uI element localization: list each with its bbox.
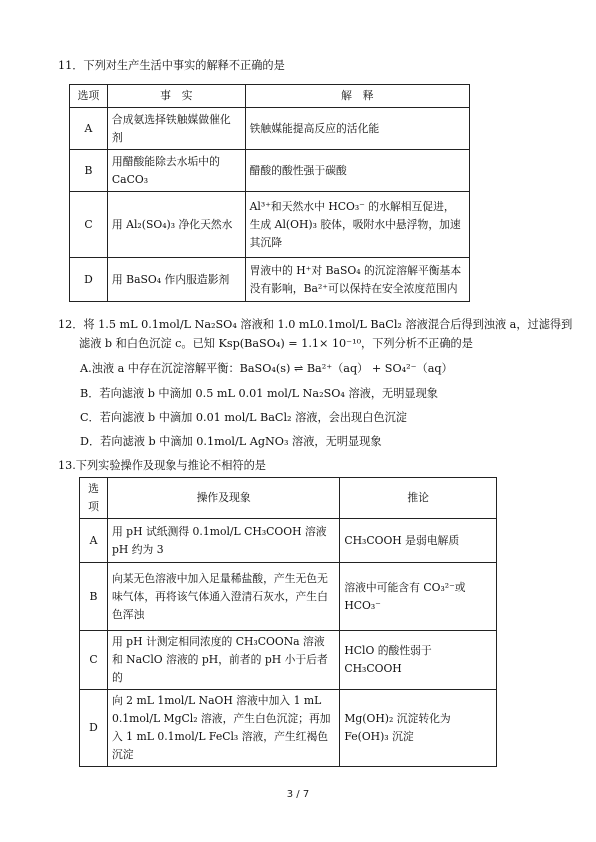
q12-stem-line1: 12．将 1.5 mL 0.1mol/L Na₂SO₄ 溶液和 1.0 mL0.1mol/L BaCl₂ 溶液混合后得到浊液 a，过滤得到 — [58, 318, 573, 331]
q12-stem-line2: 滤液 b 和白色沉淀 c。已知 Ksp(BaSO₄) = 1.1× 10⁻¹⁰，下列分析不正确的是 — [79, 337, 473, 350]
q13-stem: 13.下列实验操作及现象与推论不相符的是 — [58, 459, 266, 472]
page-number: 3 / 7 — [286, 789, 310, 800]
row-inference: HClO 的酸性弱于 CH₃COOH — [340, 631, 497, 690]
row-option: B — [80, 563, 108, 631]
q12-option-a: A.浊液 a 中存在沉淀溶解平衡：BaSO₄(s) ⇌ Ba²⁺（aq） + SO₄²⁻（aq） — [80, 362, 453, 375]
table-row — [70, 192, 470, 258]
header-inference: 推论 — [340, 478, 497, 519]
row-fact: 用醋酸能除去水垢中的CaCO₃ — [107, 150, 245, 192]
header-explanation: 解 释 — [245, 85, 469, 108]
table-header-row — [80, 478, 497, 519]
header-option: 选项 — [80, 478, 108, 519]
table-row — [80, 519, 497, 563]
q12-option-b: B．若向滤液 b 中滴加 0.5 mL 0.01 mol/L Na₂SO₄ 溶液，无明显现象 — [80, 387, 438, 400]
row-option: C — [80, 631, 108, 690]
row-fact: 合成氨选择铁触媒做催化剂 — [107, 108, 245, 150]
table-row — [70, 258, 470, 302]
row-option: A — [70, 108, 108, 150]
table-row — [80, 631, 497, 690]
row-inference: 溶液中可能含有 CO₃²⁻或 HCO₃⁻ — [340, 563, 497, 631]
row-explanation: Al³⁺和天然水中 HCO₃⁻ 的水解相互促进，生成 Al(OH)₃ 胶体，吸附水中悬浮物，加速其沉降 — [245, 192, 469, 258]
row-explanation: 醋酸的酸性强于碳酸 — [245, 150, 469, 192]
q11-stem: 11．下列对生产生活中事实的解释不正确的是 — [58, 59, 285, 72]
row-operation: 用 pH 计测定相同浓度的 CH₃COONa 溶液和 NaClO 溶液的 pH，前者的 pH 小于后者的 — [107, 631, 339, 690]
header-fact: 事 实 — [107, 85, 245, 108]
row-option: D — [70, 258, 108, 302]
table-row — [80, 563, 497, 631]
row-fact: 用 Al₂(SO₄)₃ 净化天然水 — [107, 192, 245, 258]
row-fact: 用 BaSO₄ 作内服造影剂 — [107, 258, 245, 302]
row-option: B — [70, 150, 108, 192]
q12-option-d: D．若向滤液 b 中滴加 0.1mol/L AgNO₃ 溶液，无明显现象 — [80, 435, 382, 448]
row-option: A — [80, 519, 108, 563]
header-option: 选项 — [70, 85, 108, 108]
row-inference: CH₃COOH 是弱电解质 — [340, 519, 497, 563]
table-header-row — [70, 85, 470, 108]
row-operation: 向 2 mL 1mol/L NaOH 溶液中加入 1 mL 0.1mol/L MgCl₂ 溶液，产生白色沉淀；再加入 1 mL 0.1mol/L FeCl₃ 溶液，产生红褐色沉淀 — [107, 690, 339, 767]
q13-table — [79, 477, 497, 767]
row-operation: 用 pH 试纸测得 0.1mol/L CH₃COOH 溶液 pH 约为 3 — [107, 519, 339, 563]
q12-option-c: C．若向滤液 b 中滴加 0.01 mol/L BaCl₂ 溶液，会出现白色沉淀 — [80, 411, 407, 424]
row-operation: 向某无色溶液中加入足量稀盐酸，产生无色无味气体，再将该气体通入澄清石灰水，产生白色浑浊 — [107, 563, 339, 631]
table-row — [70, 108, 470, 150]
header-operation: 操作及现象 — [107, 478, 339, 519]
row-explanation: 铁触媒能提高反应的活化能 — [245, 108, 469, 150]
table-row — [80, 690, 497, 767]
row-option: D — [80, 690, 108, 767]
row-explanation: 胃液中的 H⁺对 BaSO₄ 的沉淀溶解平衡基本没有影响，Ba²⁺可以保持在安全浓度范围内 — [245, 258, 469, 302]
row-option: C — [70, 192, 108, 258]
q11-table — [69, 84, 470, 302]
table-row — [70, 150, 470, 192]
row-inference: Mg(OH)₂ 沉淀转化为 Fe(OH)₃ 沉淀 — [340, 690, 497, 767]
